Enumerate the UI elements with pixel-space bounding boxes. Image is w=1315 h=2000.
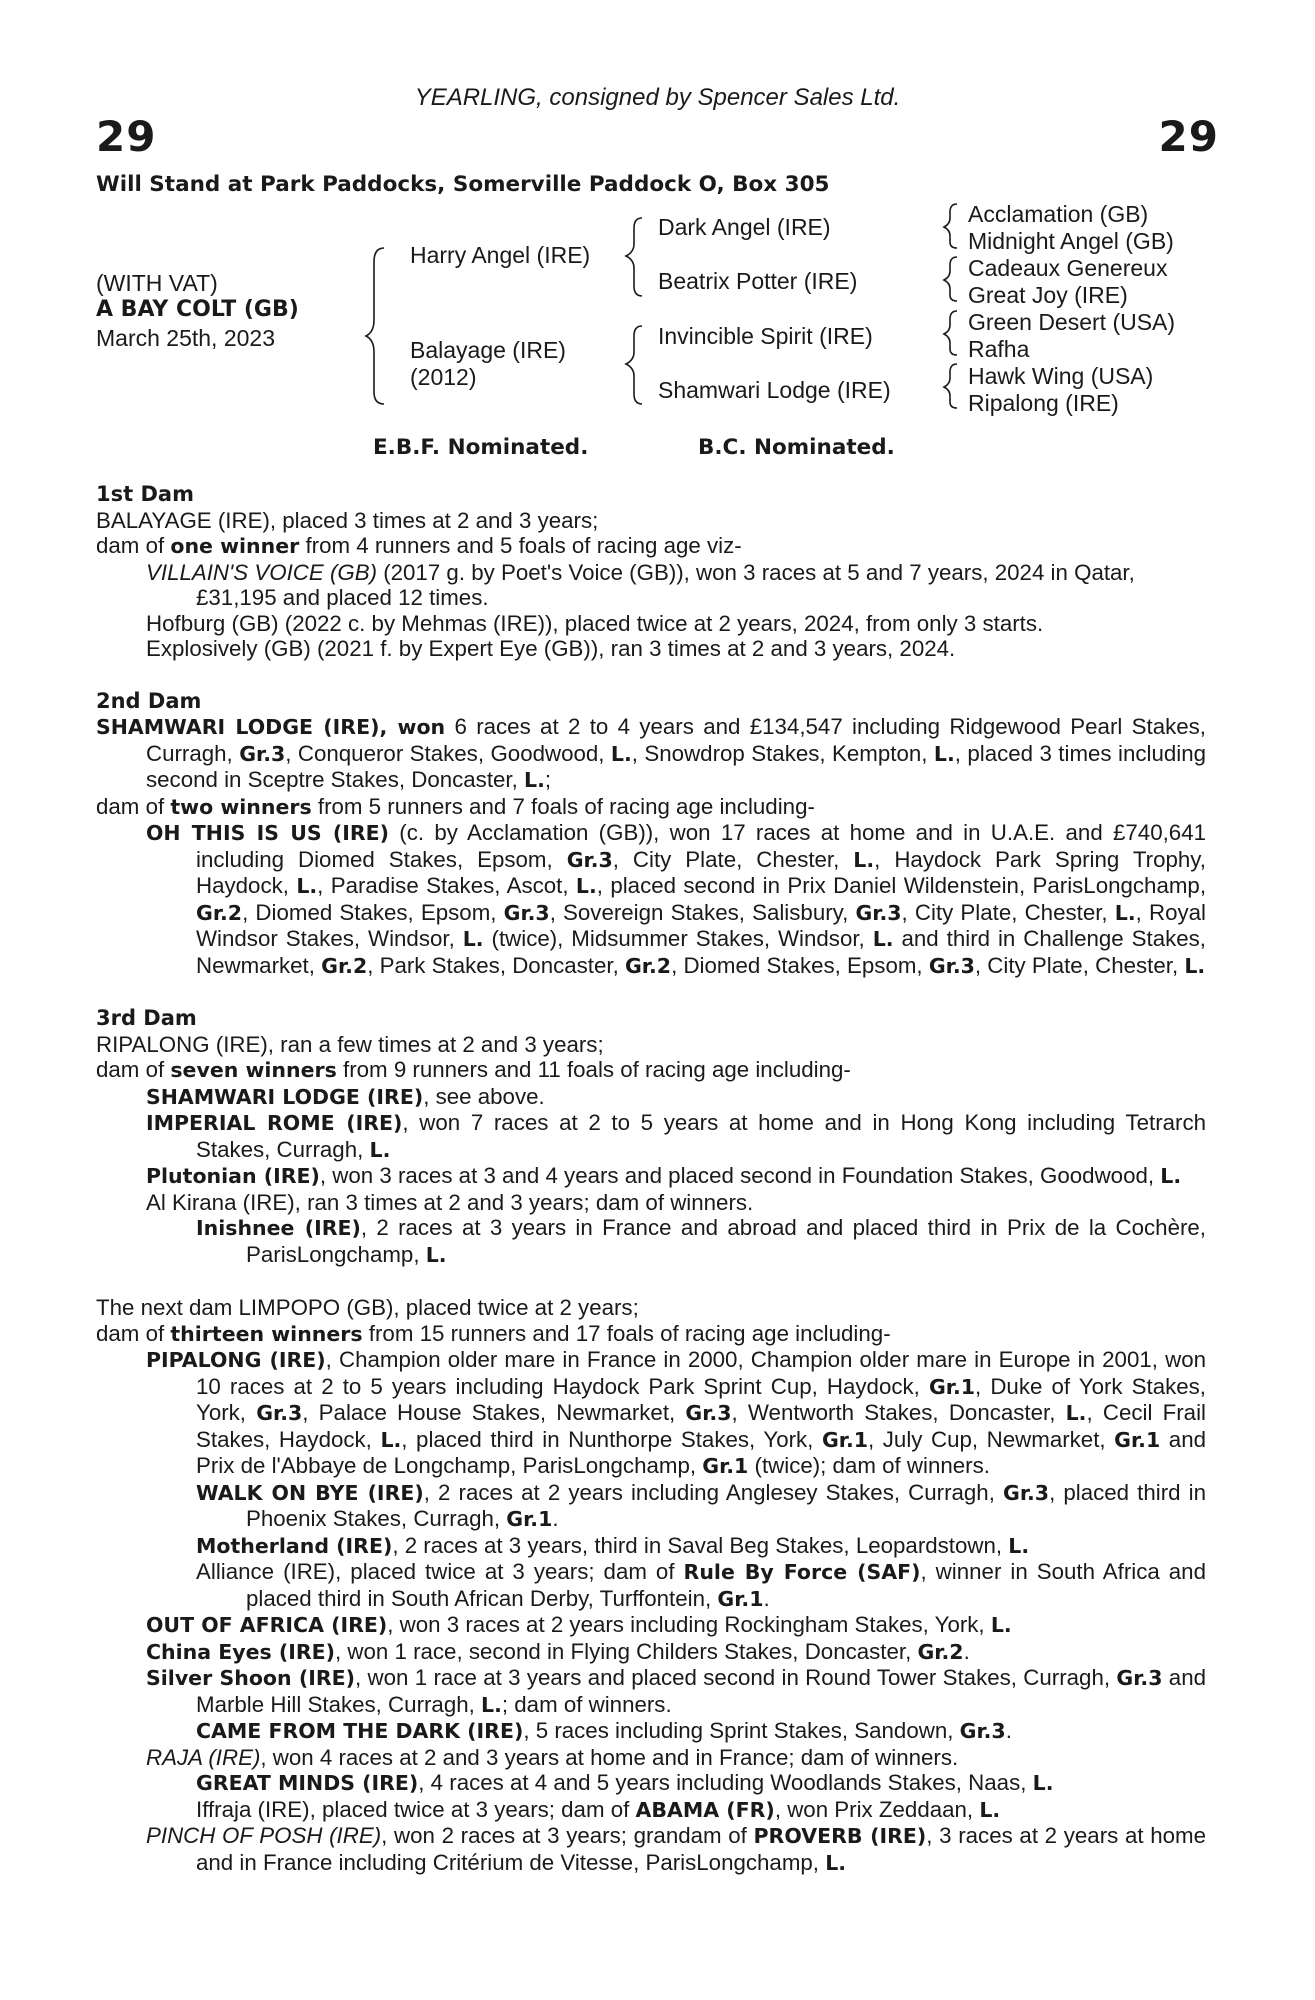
catalogue-body [96, 482, 1206, 1876]
first-dam-heading: 1st Dam [96, 482, 194, 506]
produce-item: OH THIS IS US (IRE) (c. by Acclamation (GB)), won 17 races at home and in U.A.E. and £740,641 including Diomed Stakes, Epsom, Gr.3, City Plate, Chester, L., Haydock Park Spring Trophy, Haydock, L., Paradise Stakes, Ascot, L., placed second in Prix Daniel Wildenstein, ParisLongchamp, Gr.2, Diomed Stakes, Epsom, Gr.3, Sovereign Stakes, Salisbury, Gr.3, City Plate, Chester, L., Royal Windsor Stakes, Windsor, L. (twice), Midsummer Stakes, Windsor, L. and third in Challenge Stakes, Newmarket, Gr.2, Park Stakes, Doncaster, Gr.2, Diomed Stakes, Epsom, Gr.3, City Plate, Chester, L. [146, 820, 1207, 978]
sire-name: Harry Angel (IRE) [410, 242, 591, 268]
bc-nomination: B.C. Nominated. [698, 435, 895, 460]
first-dam-produce-summary: dam of one winner from 4 runners and 5 foals of racing age viz- [96, 533, 742, 558]
dam-sire: Invincible Spirit (IRE) [658, 323, 873, 349]
ebf-nomination: E.B.F. Nominated. [373, 435, 589, 460]
produce-item: PINCH OF POSH (IRE), won 2 races at 3 years; grandam of PROVERB (IRE), 3 races at 2 years at home and in France including Critérium de Vitesse, ParisLongchamp, L. [146, 1823, 1206, 1875]
brace-dam [626, 326, 642, 404]
brace-level1 [366, 248, 384, 404]
dam-dam: Shamwari Lodge (IRE) [658, 377, 891, 403]
first-dam-record: BALAYAGE (IRE), placed 3 times at 2 and 3 years; [96, 507, 599, 533]
second-dam-record: SHAMWARI LODGE (IRE), won 6 races at 2 to 4 years and £134,547 including Ridgewood Pearl Stakes, Curragh, Gr.3, Conqueror Stakes, Goodwood, L., Snowdrop Stakes, Kempton, L., placed 3 times including second in Sceptre Stakes, Doncaster, L.; [96, 714, 1207, 792]
produce-item: Al Kirana (IRE), ran 3 times at 2 and 3 years; dam of winners. [146, 1189, 754, 1215]
vat-note: (WITH VAT) [96, 270, 218, 296]
lot-number-right: 29 [1158, 112, 1219, 161]
produce-item: RAJA (IRE), won 4 races at 2 and 3 years at home and in France; dam of winners. [146, 1744, 959, 1770]
granddam-3: Rafha [968, 336, 1030, 362]
grandsire-3: Green Desert (USA) [968, 309, 1176, 335]
next-dam-produce-summary: dam of thirteen winners from 15 runners and 17 foals of racing age including- [96, 1320, 891, 1346]
consignor-line: YEARLING, consigned by Spencer Sales Ltd. [414, 84, 901, 111]
dam-year: (2012) [410, 364, 477, 390]
second-dam-produce-summary: dam of two winners from 5 runners and 7 foals of racing age including- [96, 793, 815, 819]
sire-sire: Dark Angel (IRE) [658, 214, 831, 240]
first-dam-section [96, 482, 1206, 662]
produce-item: Hofburg (GB) (2022 c. by Mehmas (IRE)), placed twice at 2 years, 2024, from only 3 starts. [146, 610, 1044, 636]
sire-dam: Beatrix Potter (IRE) [658, 268, 858, 294]
produce-item: Alliance (IRE), placed twice at 3 years; dam of Rule By Force (SAF), winner in South Africa and placed third in South African Derby, Turffontein, Gr.1. [196, 1559, 1206, 1611]
next-dam-section [96, 1295, 1206, 1876]
produce-item: IMPERIAL ROME (IRE), won 7 races at 2 to 5 years at home and in Hong Kong including Tetrarch Stakes, Curragh, L. [146, 1110, 1206, 1162]
granddam-2: Great Joy (IRE) [968, 282, 1128, 308]
dam-name: Balayage (IRE) [410, 337, 566, 363]
produce-item: Iffraja (IRE), placed twice at 3 years; dam of ABAMA (FR), won Prix Zeddaan, L. [196, 1796, 1001, 1822]
lot-number-left: 29 [96, 112, 157, 161]
produce-item: GREAT MINDS (IRE), 4 races at 4 and 5 years including Woodlands Stakes, Naas, L. [196, 1770, 1054, 1795]
second-dam-heading: 2nd Dam [96, 688, 202, 713]
granddam-1: Midnight Angel (GB) [968, 228, 1174, 254]
produce-item: Explosively (GB) (2021 f. by Expert Eye (GB)), ran 3 times at 2 and 3 years, 2024. [146, 636, 956, 661]
produce-item: VILLAIN'S VOICE (GB) (2017 g. by Poet's Voice (GB)), won 3 races at 5 and 7 years, 2024 in Qatar, £31,195 and placed 12 times. [146, 559, 1135, 610]
brace-g4 [944, 364, 957, 408]
brace-sire [626, 218, 642, 296]
produce-item: PIPALONG (IRE), Champion older mare in France in 2000, Champion older mare in Europe in 2001, won 10 races at 2 to 5 years including Haydock Park Sprint Cup, Haydock, Gr.1, Duke of York Stakes, York, Gr.3, Palace House Stakes, Newmarket, Gr.3, Wentworth Stakes, Doncaster, L., Cecil Frail Stakes, Haydock, L., placed third in Nunthorpe Stakes, York, Gr.1, July Cup, Newmarket, Gr.1 and Prix de l'Abbaye de Longchamp, ParisLongchamp, Gr.1 (twice); dam of winners. [146, 1347, 1206, 1478]
foaling-date: March 25th, 2023 [96, 325, 276, 351]
produce-item: Plutonian (IRE), won 3 races at 3 and 4 years and placed second in Foundation Stakes, Goodwood, L. [146, 1163, 1182, 1188]
granddam-4: Ripalong (IRE) [968, 390, 1119, 416]
brace-g2 [944, 257, 957, 301]
brace-g3 [944, 311, 957, 355]
produce-item: Motherland (IRE), 2 races at 3 years, third in Saval Beg Stakes, Leopardstown, L. [196, 1532, 1030, 1558]
produce-item: Silver Shoon (IRE), won 1 race at 3 years and placed second in Round Tower Stakes, Curragh, Gr.3 and Marble Hill Stakes, Curragh, L.; dam of winners. [146, 1665, 1206, 1717]
third-dam-record: RIPALONG (IRE), ran a few times at 2 and 3 years; [96, 1031, 604, 1057]
brace-g1 [944, 204, 957, 248]
grandsire-2: Cadeaux Genereux [968, 255, 1168, 281]
grandsire-4: Hawk Wing (USA) [968, 363, 1154, 389]
produce-item: SHAMWARI LODGE (IRE), see above. [146, 1083, 545, 1109]
produce-item: OUT OF AFRICA (IRE), won 3 races at 2 years including Rockingham Stakes, York, L. [146, 1612, 1012, 1637]
produce-item: China Eyes (IRE), won 1 race, second in Flying Childers Stakes, Doncaster, Gr.2. [146, 1638, 970, 1664]
next-dam-record: The next dam LIMPOPO (GB), placed twice at 2 years; [96, 1295, 639, 1320]
grandsire-1: Acclamation (GB) [968, 201, 1149, 227]
produce-item: Inishnee (IRE), 2 races at 3 years in France and abroad and placed third in Prix de la Cochère, ParisLongchamp, L. [196, 1215, 1206, 1267]
lot-description: A BAY COLT (GB) [96, 297, 299, 322]
third-dam-heading: 3rd Dam [96, 1006, 197, 1030]
third-dam-section [96, 1006, 1206, 1268]
stand-location: Will Stand at Park Paddocks, Somerville Paddock O, Box 305 [96, 172, 830, 197]
produce-item: CAME FROM THE DARK (IRE), 5 races including Sprint Stakes, Sandown, Gr.3. [196, 1718, 1012, 1743]
second-dam-section [96, 689, 1206, 980]
third-dam-produce-summary: dam of seven winners from 9 runners and 11 foals of racing age including- [96, 1057, 851, 1082]
produce-item: WALK ON BYE (IRE), 2 races at 2 years including Anglesey Stakes, Curragh, Gr.3, placed third in Phoenix Stakes, Curragh, Gr.1. [196, 1479, 1207, 1531]
